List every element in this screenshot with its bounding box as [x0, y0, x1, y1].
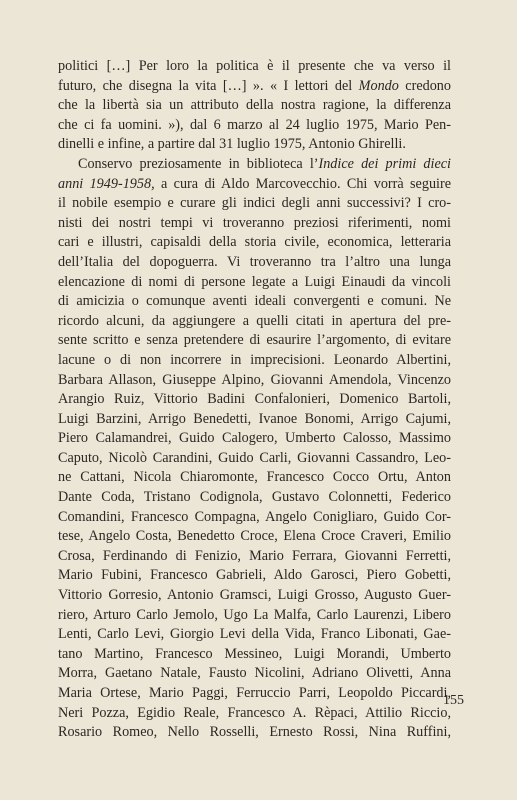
paragraph-2	[58, 155, 451, 743]
text-line: Barbara Allason, Giuseppe Alpino, Giovanni Amendola, Vincenzo	[58, 371, 451, 388]
text-line: elencazione di nomi di persone legate a Luigi Einaudi da vincoli	[58, 273, 451, 290]
text-line: ne Cattani, Nicola Chiaromonte, Francesco Cocco Ortu, Anton	[58, 469, 451, 486]
text-line: Mario Fubini, Francesco Gabrieli, Aldo Garosci, Piero Gobetti,	[58, 567, 451, 584]
text-line: ricordo alcuni, da aggiungere a quelli citati in apertura del pre-	[58, 312, 451, 329]
text-line: Crosa, Ferdinando di Fenizio, Mario Ferrara, Giovanni Ferretti,	[58, 547, 451, 564]
text-line: Caputo, Nicolò Carandini, Guido Carli, Giovanni Cassandro, Leo-	[58, 449, 451, 466]
italic-book-title: anni 1949-1958,	[58, 175, 155, 192]
text-line: riero, Arturo Carlo Jemolo, Ugo La Malfa, Carlo Laurenzi, Libero	[58, 606, 451, 623]
text-line: che la libertà sia un attributo della nostra ragione, la differenza	[58, 97, 451, 114]
text-line: politici […] Per loro la politica è il presente che va verso il	[58, 58, 451, 74]
text-line: sente scritto e senza pretendere di esaurire l’argomento, di evitare	[58, 332, 451, 349]
page-number: 155	[443, 693, 464, 708]
text-line: cari e illustri, capisaldi della storia civile, economica, letteraria	[58, 234, 451, 251]
text-line: Piero Calamandrei, Guido Calogero, Umberto Calosso, Massimo	[58, 430, 451, 447]
italic-book-title: Indice dei primi dieci	[318, 155, 451, 172]
text-line: che ci fa uomini. »), dal 6 marzo al 24 luglio 1975, Mario Pen-	[58, 116, 451, 133]
text-line: di amicizia o comunque aventi ideali convergenti e comuni. Ne	[58, 293, 451, 310]
text-line: Comandini, Francesco Compagna, Angelo Conigliaro, Guido Cor-	[58, 508, 451, 525]
text-line: Lenti, Carlo Levi, Giorgio Levi della Vida, Franco Libonati, Gae-	[58, 626, 451, 643]
text-line: nisti dei nostri tempi vi troveranno preziosi riferimenti, nomi	[58, 214, 451, 231]
text-line: Rosario Romeo, Nello Rosselli, Ernesto Rossi, Nina Ruffini,	[58, 724, 451, 741]
text-span: Conservo preziosamente in biblioteca l’	[78, 155, 319, 172]
text-line: dinelli e infine, a partire dal 31 luglio 1975, Antonio Ghirelli.	[58, 136, 406, 153]
text-line	[58, 77, 451, 97]
text-line: lacune o di non incorrere in imprecisioni. Leonardo Albertini,	[58, 351, 451, 368]
text-line: Neri Pozza, Egidio Reale, Francesco A. Rèpaci, Attilio Riccio,	[58, 704, 451, 721]
text-span: a cura di Aldo Marcovecchio. Chi vorrà seguire	[154, 175, 451, 192]
body-text	[58, 57, 451, 743]
text-line: il nobile esempio e curare gli indici degli anni successivi? I cro-	[58, 195, 451, 212]
italic-title-mondo: Mondo	[358, 77, 399, 94]
text-line: tese, Angelo Costa, Benedetto Croce, Elena Croce Craveri, Emilio	[58, 528, 451, 545]
text-line	[58, 155, 451, 175]
text-line: Dante Coda, Tristano Codignola, Gustavo Colonnetti, Federico	[58, 489, 451, 506]
text-line: dell’Italia del dopoguerra. Vi troveranno tra l’altro una lunga	[58, 253, 451, 270]
text-line: Luigi Barzini, Arrigo Benedetti, Ivanoe Bonomi, Arrigo Cajumi,	[58, 410, 451, 427]
text-line: Morra, Gaetano Natale, Fausto Nicolini, Adriano Olivetti, Anna	[58, 665, 451, 682]
paragraph-1	[58, 57, 451, 155]
text-line: tano Martino, Francesco Messineo, Luigi Morandi, Umberto	[58, 645, 451, 662]
text-span: futuro, che disegna la vita […] ». « I lettori del	[58, 77, 359, 94]
text-line: Maria Ortese, Mario Paggi, Ferruccio Parri, Leopoldo Piccardi,	[58, 685, 451, 701]
text-line: Arangio Ruiz, Vittorio Badini Confalonieri, Domenico Bartoli,	[58, 391, 451, 408]
text-span: credono	[398, 77, 451, 94]
text-line: Vittorio Gorresio, Antonio Gramsci, Luigi Grosso, Augusto Guer-	[58, 587, 451, 604]
text-line	[58, 175, 451, 195]
